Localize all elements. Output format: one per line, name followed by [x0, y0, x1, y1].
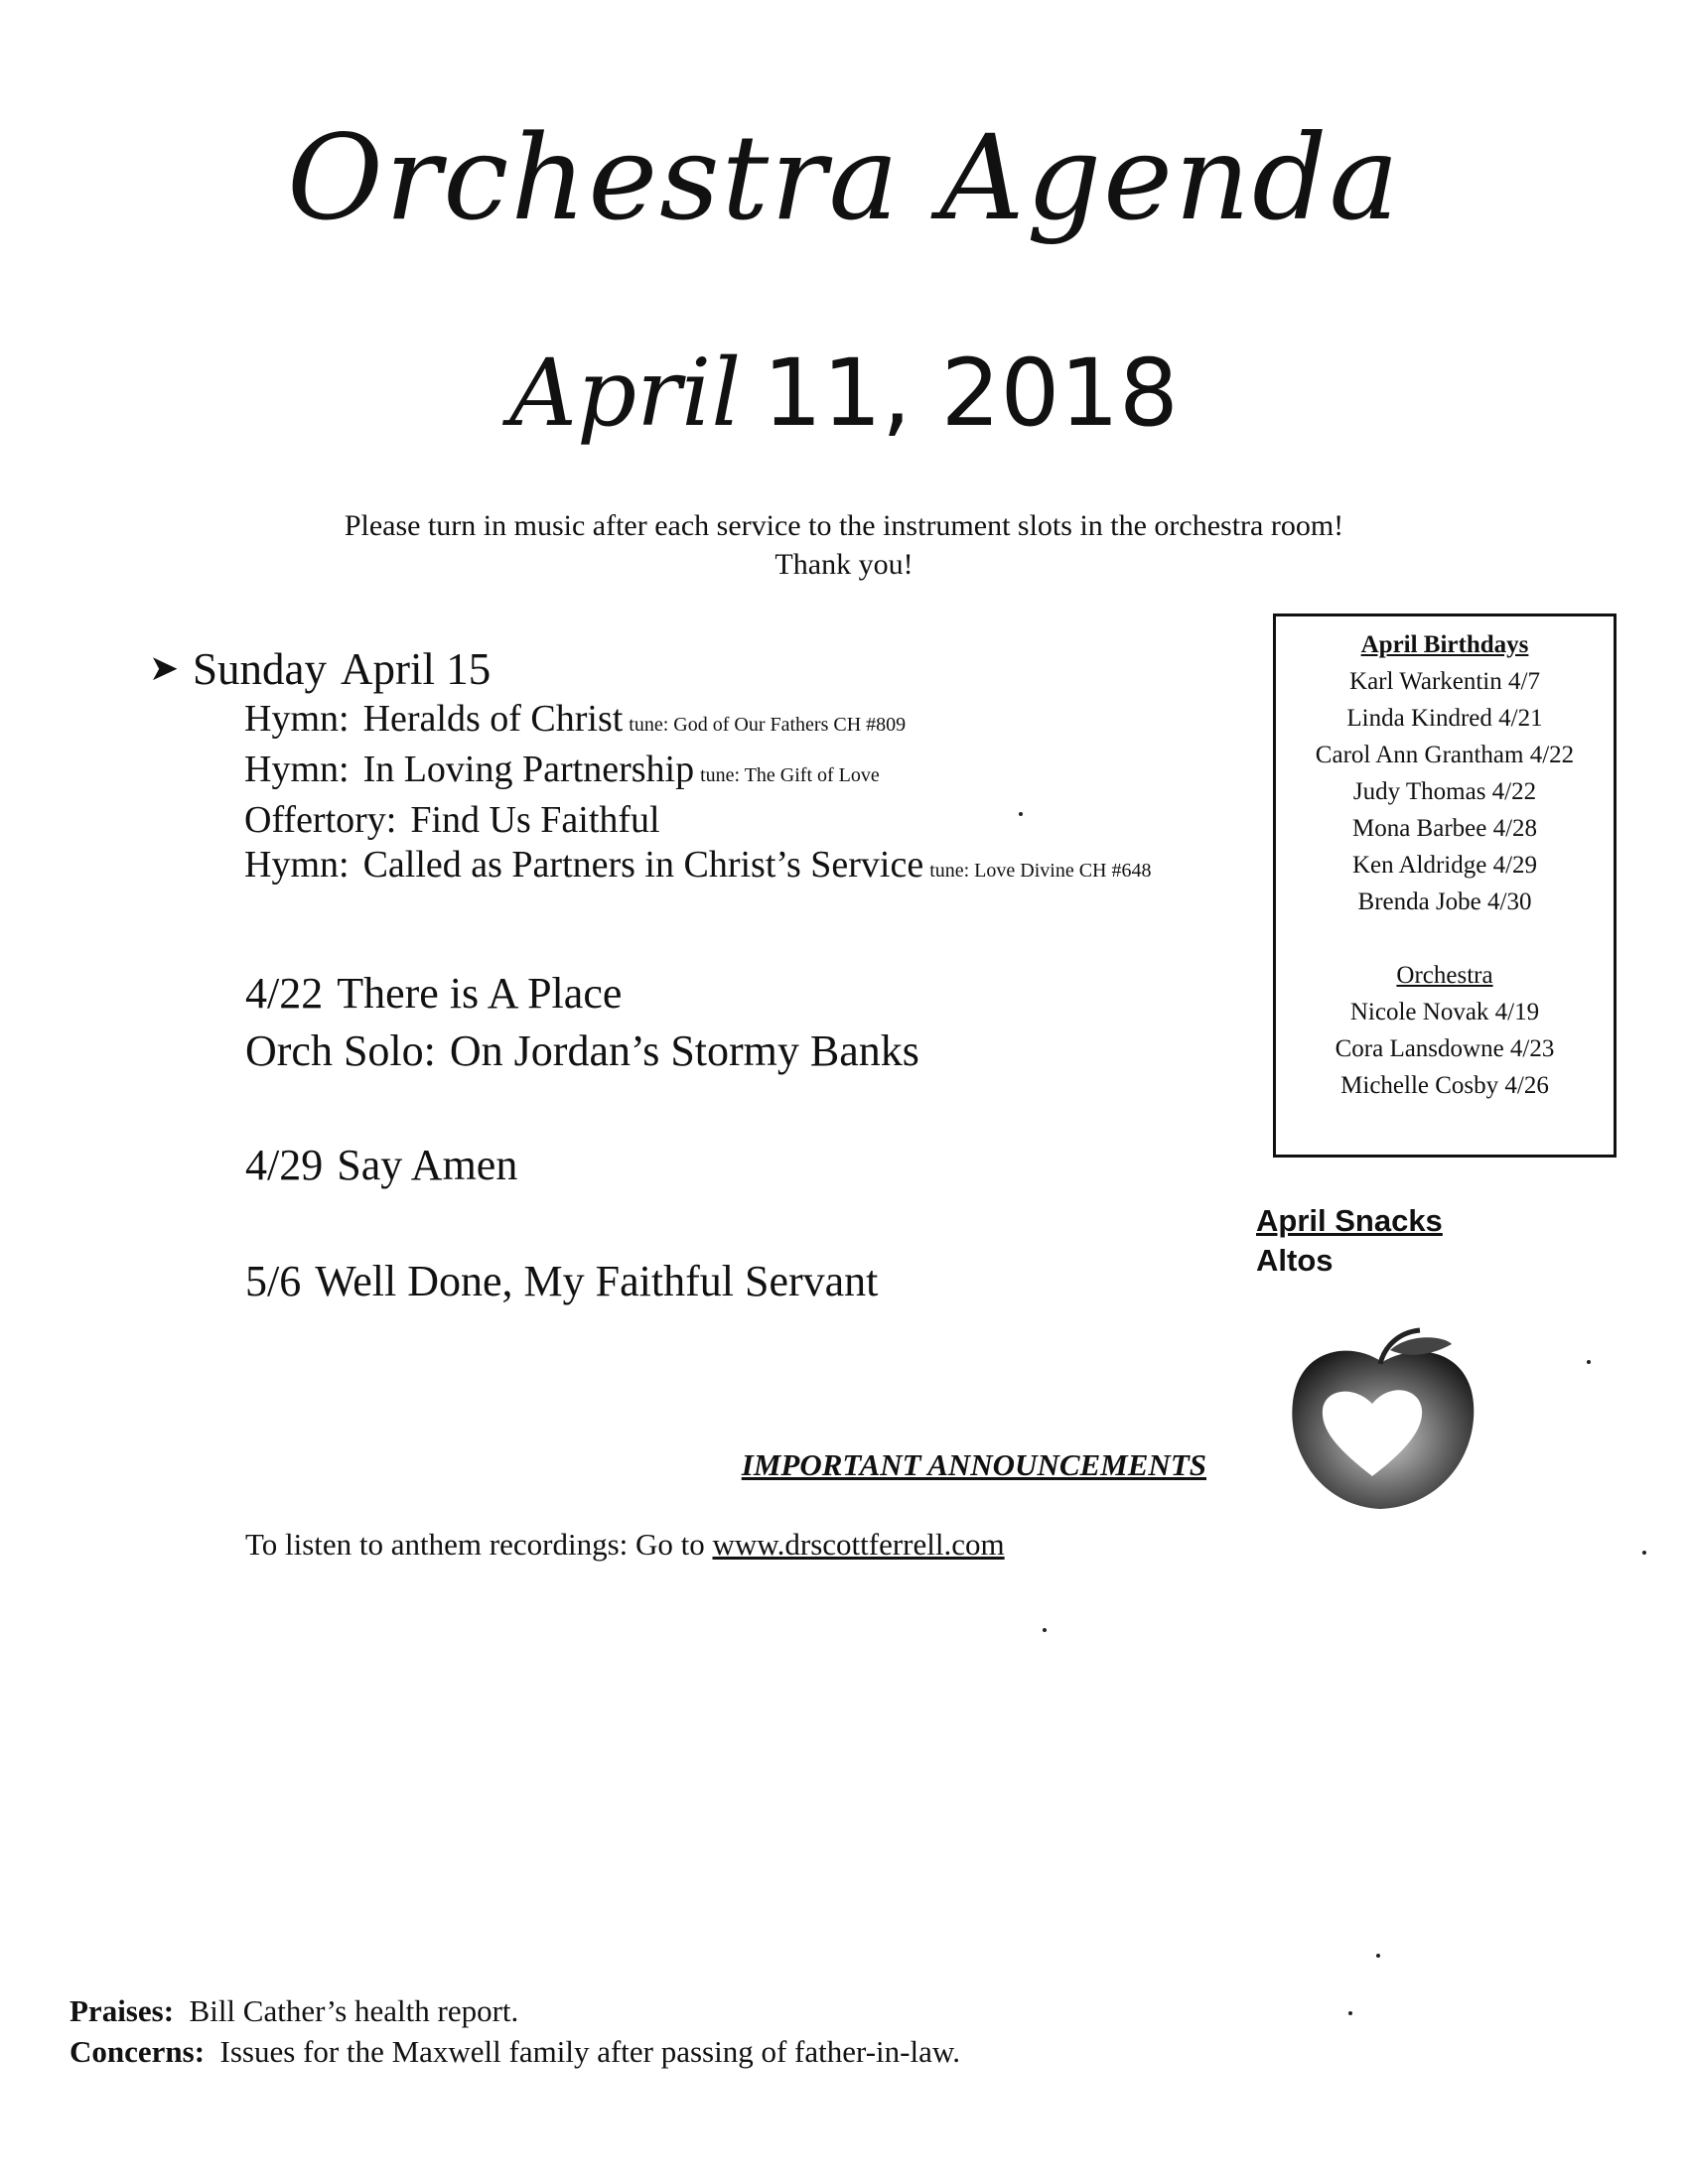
birthdays-box	[1273, 614, 1617, 1158]
concerns-text: Issues for the Maxwell family after passing of father-in-law.	[219, 2034, 960, 2069]
birthday-entry: Carol Ann Grantham 4/22	[1315, 742, 1575, 768]
snacks-block	[1256, 1201, 1443, 1281]
birthday-entry: Brenda Jobe 4/30	[1357, 888, 1532, 915]
birthdays-heading: April Birthdays	[1360, 631, 1529, 658]
service-item	[244, 748, 1269, 798]
upcoming-anthem	[245, 965, 622, 1023]
service-item-label: Hymn:	[244, 844, 350, 886]
concerns-label: Concerns:	[70, 2034, 206, 2069]
praises-line	[70, 1990, 960, 2031]
service-item-title: Find Us Faithful	[410, 799, 660, 841]
service-item	[244, 697, 1269, 748]
service-item-label: Hymn:	[244, 698, 350, 740]
birthday-entry: Judy Thomas 4/22	[1352, 778, 1537, 805]
upcoming-date: 5/6	[245, 1257, 302, 1305]
sunday-heading	[149, 640, 1269, 697]
praises-text: Bill Cather’s health report.	[189, 1993, 519, 2028]
sunday-day: Sunday	[193, 644, 327, 694]
upcoming-anthem	[245, 1253, 878, 1310]
service-item	[244, 798, 1269, 843]
snacks-title: April Snacks	[1256, 1203, 1443, 1238]
concerns-line	[70, 2031, 960, 2072]
snacks-group: Altos	[1256, 1243, 1334, 1278]
upcoming-date: 4/29	[245, 1141, 324, 1189]
service-item-tune: tune: The Gift of Love	[700, 764, 880, 786]
service-item-tune: tune: Love Divine CH #648	[929, 860, 1152, 882]
upcoming-date: 4/22	[245, 969, 324, 1018]
orchestra-birthday-entry: Cora Lansdowne 4/23	[1335, 1035, 1555, 1062]
orchestra-birthdays-heading: Orchestra	[1396, 962, 1493, 989]
apple-heart-icon	[1281, 1322, 1484, 1516]
agenda-date	[0, 342, 1688, 446]
service-item	[244, 843, 1269, 893]
upcoming-date: Orch Solo:	[245, 1026, 436, 1075]
website-link[interactable]: www.drscottferrell.com	[712, 1527, 1005, 1562]
arrowhead-bullet-icon: ➤	[149, 648, 180, 688]
birthday-entry: Karl Warkentin 4/7	[1349, 668, 1540, 695]
date-month: April	[509, 340, 742, 448]
upcoming-anthem	[245, 1023, 919, 1080]
sunday-date: April 15	[341, 644, 492, 694]
prayer-footer	[70, 1990, 960, 2072]
sunday-service-block	[149, 640, 1269, 893]
upcoming-anthem	[245, 1137, 517, 1194]
upcoming-title: Say Amen	[337, 1141, 518, 1189]
announcement-text	[245, 1527, 1005, 1563]
service-item-tune: tune: God of Our Fathers CH #809	[629, 714, 907, 736]
birthday-entry: Linda Kindred 4/21	[1346, 705, 1543, 732]
service-item-title: In Loving Partnership	[362, 749, 695, 790]
service-item-label: Offertory:	[244, 799, 397, 841]
birthday-entry: Ken Aldridge 4/29	[1351, 852, 1538, 879]
notice-line-2: Thank you!	[774, 548, 914, 581]
music-return-notice	[0, 506, 1688, 584]
upcoming-title: There is A Place	[337, 969, 623, 1018]
orchestra-birthday-entry: Michelle Cosby 4/26	[1340, 1072, 1549, 1099]
date-day-year: 11, 2018	[763, 340, 1179, 448]
announcement-label: To listen to anthem recordings: Go to	[245, 1527, 705, 1562]
notice-line-1: Please turn in music after each service to the instrument slots in the orchestra room!	[344, 509, 1344, 542]
page-title: Orchestra Agenda	[287, 109, 1401, 246]
announcements-heading: IMPORTANT ANNOUNCEMENTS	[741, 1447, 1206, 1482]
service-item-title: Called as Partners in Christ’s Service	[362, 844, 924, 886]
service-item-title: Heralds of Christ	[362, 698, 624, 740]
praises-label: Praises:	[70, 1993, 175, 2028]
upcoming-title: Well Done, My Faithful Servant	[315, 1257, 879, 1305]
upcoming-title: On Jordan’s Stormy Banks	[449, 1026, 919, 1075]
orchestra-birthday-entry: Nicole Novak 4/19	[1349, 999, 1540, 1025]
service-item-label: Hymn:	[244, 749, 350, 790]
birthday-entry: Mona Barbee 4/28	[1351, 815, 1538, 842]
